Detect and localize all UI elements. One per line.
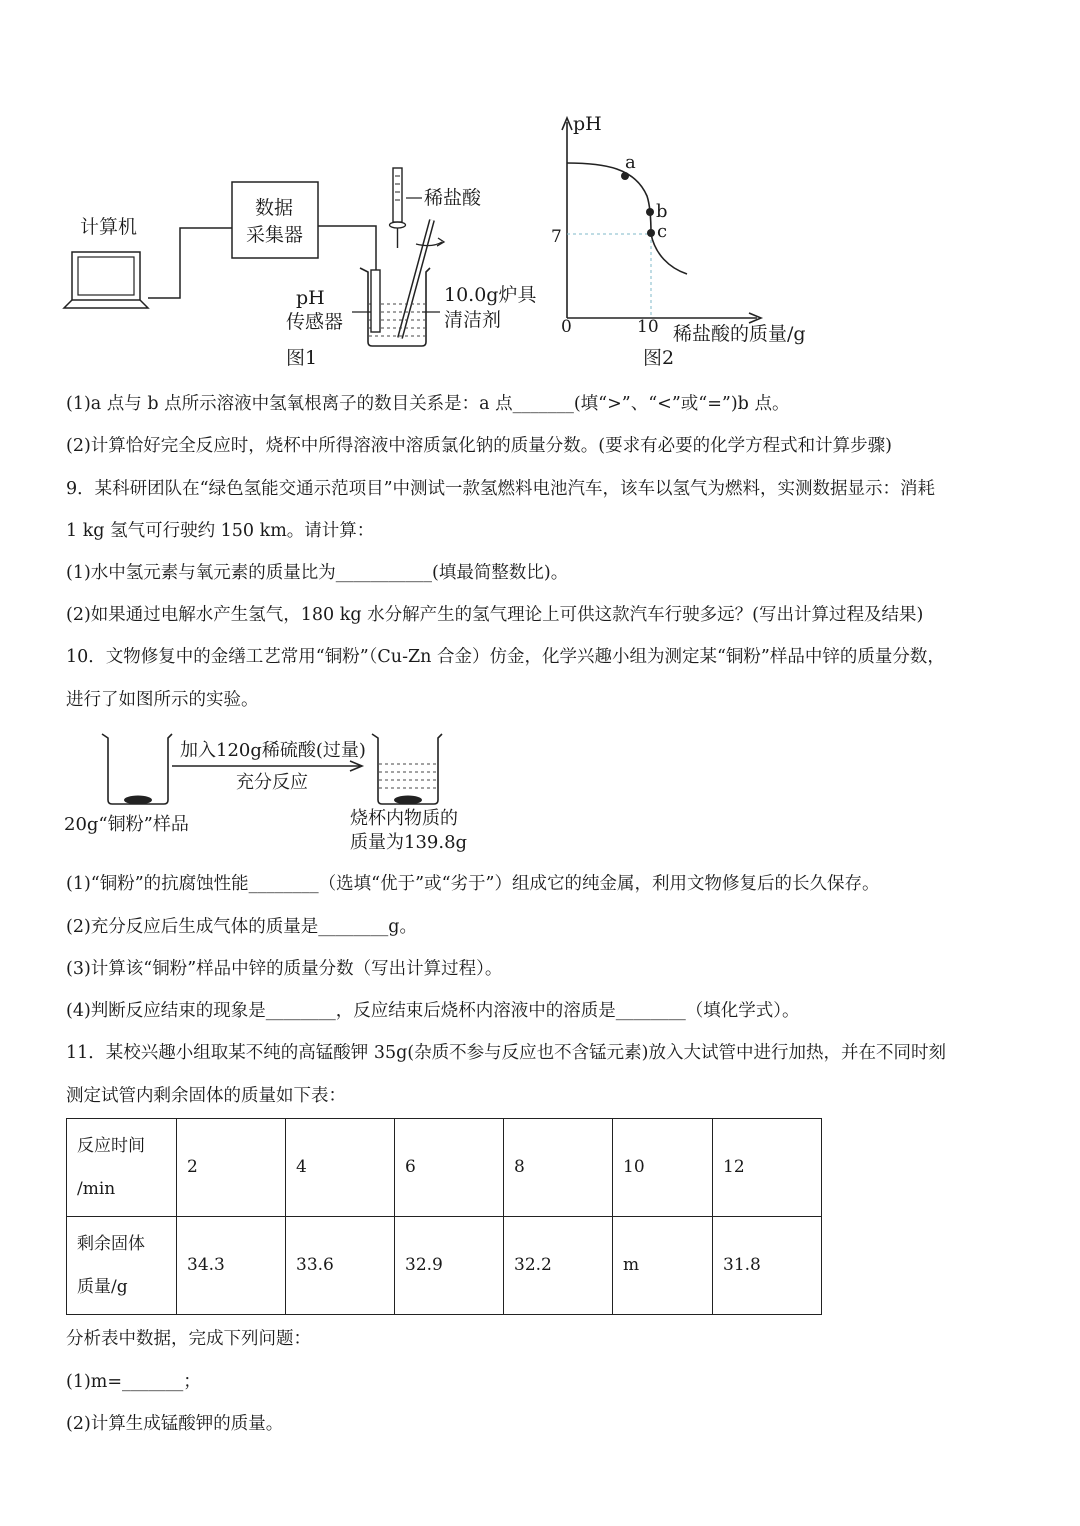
point-b-label: b (656, 201, 668, 222)
table-cell: m (613, 1217, 713, 1315)
table-row (67, 1119, 822, 1217)
figure-1-apparatus (60, 160, 550, 375)
q11-part1: (1)m=_______； (66, 1372, 201, 1392)
q9-part2: (2)如果通过电解水产生氢气，180 kg 水分解产生的氢气理论上可供这款汽车行驶多远？(写出计算过程及结果) (66, 605, 924, 625)
acid-label: 稀盐酸 (424, 187, 482, 209)
x-tick-0: 0 (561, 317, 572, 337)
q11-stem-line1: 11．某校兴趣小组取某不纯的高锰酸钾 35g(杂质不参与反应也不含锰元素)放入大试管中进行加热，并在不同时刻 (66, 1043, 946, 1063)
q10-part3: (3)计算该“铜粉”样品中锌的质量分数（写出计算过程）。 (66, 959, 503, 979)
cleaner-label-1: 10.0g炉具 (444, 284, 537, 306)
copper-powder-sample (124, 796, 152, 805)
data-collector-box (232, 182, 318, 258)
q9-part1: (1)水中氢元素与氧元素的质量比为___________(填最简整数比)。 (66, 563, 569, 583)
row-header-time: 反应时间 /min (67, 1119, 177, 1217)
sample-label: 20g“铜粉”样品 (64, 814, 189, 835)
point-a-label: a (625, 152, 636, 173)
ph-label-2: 传感器 (286, 311, 344, 333)
figure-2-caption: 图2 (643, 347, 675, 369)
q10-part4: (4)判断反应结束的现象是________，反应结束后烧杯内溶液中的溶质是________（填化学式）。 (66, 1001, 800, 1021)
table-cell: 10 (613, 1119, 713, 1217)
table-cell: 34.3 (177, 1217, 286, 1315)
q10-stem-line2: 进行了如图所示的实验。 (66, 690, 259, 710)
q11-part2: (2)计算生成锰酸钾的质量。 (66, 1414, 284, 1434)
point-c-label: c (657, 221, 668, 242)
residue (394, 796, 422, 805)
collector-label-1: 数据 (255, 197, 294, 219)
table-cell: 32.9 (395, 1217, 504, 1315)
x-axis-label: 稀盐酸的质量/g (673, 323, 806, 345)
q11-stem-line2: 测定试管内剩余固体的质量如下表： (66, 1086, 346, 1106)
table-cell: 4 (286, 1119, 395, 1217)
q10-stem-line1: 10．文物修复中的金缮工艺常用“铜粉”（Cu-Zn 合金）仿金，化学兴趣小组为测定某“铜粉”样品中锌的质量分数， (66, 647, 945, 667)
table-cell: 31.8 (713, 1217, 822, 1315)
q9-stem-line2: 1 kg 氢气可行驶约 150 km。请计算： (66, 521, 375, 541)
row-header-mass: 剩余固体 质量/g (67, 1217, 177, 1315)
y-tick-7: 7 (551, 227, 562, 247)
computer-monitor (72, 252, 140, 300)
q8-part1: (1)a 点与 b 点所示溶液中氢氧根离子的数目关系是：a 点_______(填“>”、“<”或“=”)b 点。 (66, 394, 790, 414)
result-label-1: 烧杯内物质的 (350, 808, 458, 829)
ph-sensor (371, 270, 380, 332)
arrow-bottom-label: 充分反应 (236, 772, 308, 793)
q10-part1: (1)“铜粉”的抗腐蚀性能________（选填“优于”或“劣于”）组成它的纯金属，利用文物修复后的长久保存。 (66, 874, 880, 894)
x-tick-10: 10 (637, 317, 659, 337)
q10-part2: (2)充分反应后生成气体的质量是________g。 (66, 917, 417, 937)
collector-label-2: 采集器 (246, 224, 304, 246)
table-cell: 32.2 (504, 1217, 613, 1315)
q11-analysis-prompt: 分析表中数据，完成下列问题： (66, 1329, 311, 1349)
arrow-top-label: 加入120g稀硫酸(过量) (180, 740, 366, 761)
y-axis-label: pH (573, 113, 602, 135)
table-cell: 33.6 (286, 1217, 395, 1315)
point-a (621, 172, 629, 180)
figure-1-caption: 图1 (286, 347, 318, 369)
table-cell: 6 (395, 1119, 504, 1217)
q11-data-table (66, 1118, 822, 1315)
ph-label-1: pH (296, 287, 325, 309)
ph-curve (567, 163, 687, 274)
beaker-after (372, 734, 442, 804)
table-row (67, 1217, 822, 1315)
result-label-2: 质量为139.8g (350, 832, 468, 853)
computer-label: 计算机 (80, 216, 138, 238)
q8-part2: (2)计算恰好完全反应时，烧杯中所得溶液中溶质氯化钠的质量分数。(要求有必要的化学方程式和计算步骤) (66, 436, 892, 456)
figure-2-chart (545, 108, 835, 373)
point-b (646, 208, 654, 216)
table-cell: 12 (713, 1119, 822, 1217)
table-cell: 2 (177, 1119, 286, 1217)
computer-keyboard (64, 300, 148, 308)
point-c (647, 229, 655, 237)
beaker-before (102, 734, 172, 804)
q9-stem-line1: 9．某科研团队在“绿色氢能交通示范项目”中测试一款氢燃料电池汽车，该车以氢气为燃料，实测数据显示：消耗 (66, 479, 936, 499)
cleaner-label-2: 清洁剂 (444, 309, 502, 331)
table-cell: 8 (504, 1119, 613, 1217)
q10-experiment-figure (60, 728, 480, 856)
